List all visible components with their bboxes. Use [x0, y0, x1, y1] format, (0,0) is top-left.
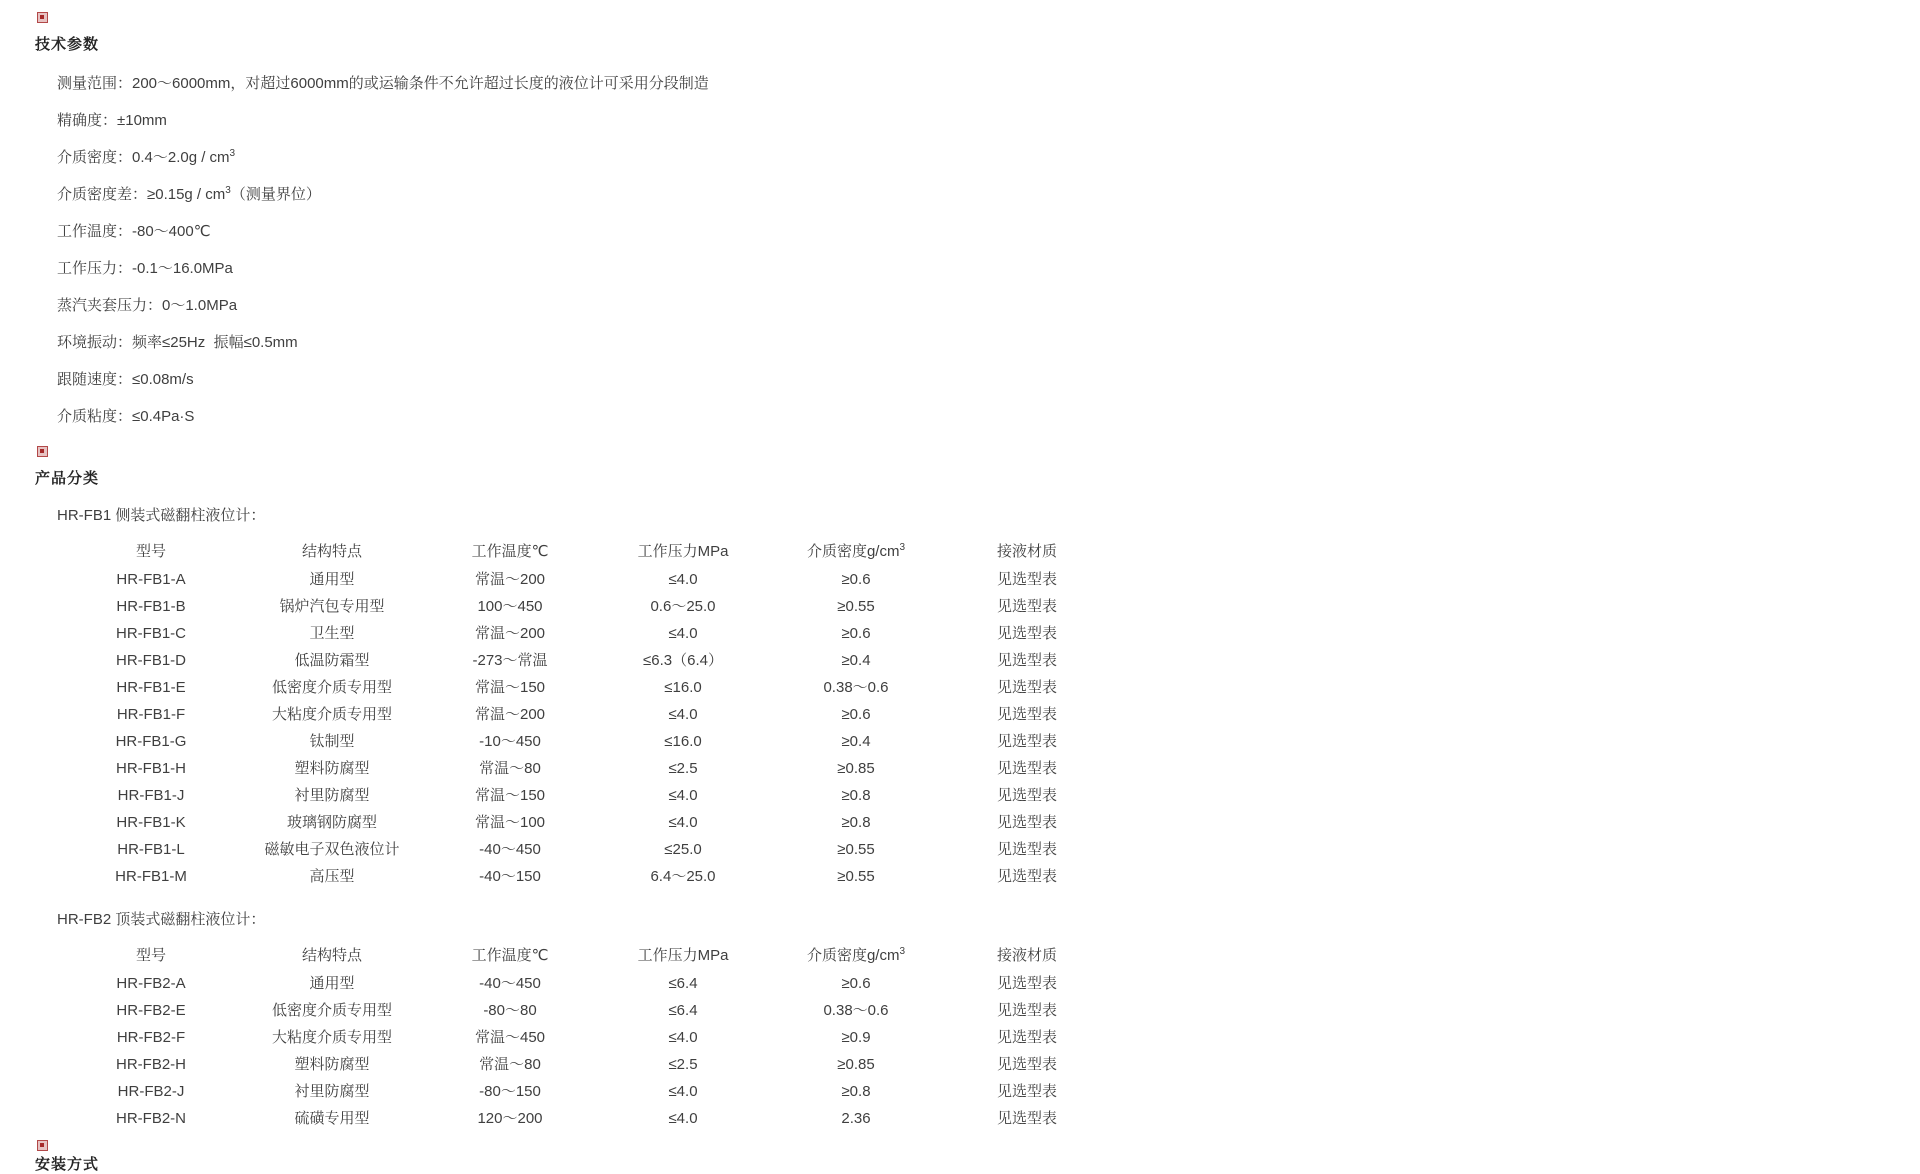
section-title-product-categories: 产品分类	[35, 470, 100, 487]
table-header-cell	[771, 540, 941, 564]
text: 测量范围：200～6000mm，对超过6000mm的或运输条件不允许超过长度的液位计可采用分段制造	[57, 75, 709, 92]
table-cell: ≥0.8	[841, 814, 871, 831]
table-header-row	[63, 540, 1920, 564]
hr-fb1-table	[63, 540, 1920, 890]
table-cell: ≤6.4	[668, 975, 698, 992]
table-cell: 见选型表	[996, 1002, 1057, 1019]
table-cell: ≤4.0	[668, 1083, 698, 1100]
table-cell: 低密度介质专用型	[271, 1002, 392, 1019]
table-cell: ≤4.0	[668, 1029, 698, 1046]
table-row	[63, 728, 1920, 755]
section-title-tech-params: 技术参数	[35, 36, 100, 53]
table-cell: HR-FB1-M	[115, 868, 187, 885]
table-cell: ≥0.9	[841, 1029, 871, 1046]
text: （测量界位）	[230, 186, 321, 203]
table-cell: 衬里防腐型	[294, 1083, 370, 1100]
text: 结构特点	[301, 947, 362, 964]
table-cell: ≤4.0	[668, 706, 698, 723]
table-cell: 100～450	[477, 598, 543, 615]
table-cell: 大粘度介质专用型	[271, 706, 392, 723]
table-cell: HR-FB2-H	[116, 1056, 186, 1073]
table-header-cell	[941, 944, 1113, 968]
table-cell: ≥0.6	[841, 975, 871, 992]
table-cell: 通用型	[309, 975, 355, 992]
table-cell: 常温～150	[474, 679, 546, 696]
table-cell: 120～200	[477, 1110, 543, 1127]
table-header-cell	[63, 540, 239, 564]
table-cell: 常温～200	[474, 571, 546, 588]
text: 蒸汽夹套压力：0～1.0MPa	[57, 297, 238, 314]
hr-fb2-table	[63, 944, 1920, 1132]
table-cell: 见选型表	[996, 571, 1057, 588]
superscript: 3	[225, 185, 231, 196]
text: 接液材质	[996, 947, 1057, 964]
text: 型号	[135, 947, 166, 964]
table-cell: ≥0.6	[841, 625, 871, 642]
table-row	[63, 1024, 1920, 1051]
text: 工作压力MPa	[637, 947, 729, 964]
text: 接液材质	[996, 543, 1057, 560]
table-cell: 常温～80	[479, 760, 541, 777]
spec-item	[57, 113, 1920, 129]
table-cell: HR-FB2-J	[117, 1083, 185, 1100]
table-cell: ≤2.5	[668, 760, 698, 777]
table-cell: HR-FB1-L	[117, 841, 185, 858]
table-cell: 0.38～0.6	[823, 679, 889, 696]
table-cell: 见选型表	[996, 652, 1057, 669]
table-row	[63, 863, 1920, 890]
table-cell: 见选型表	[996, 787, 1057, 804]
table-cell: 见选型表	[996, 760, 1057, 777]
table-cell: 见选型表	[996, 1056, 1057, 1073]
table-cell: 0.38～0.6	[823, 1002, 889, 1019]
table-cell: HR-FB1-E	[116, 679, 186, 696]
table-cell: HR-FB1-H	[116, 760, 186, 777]
table-cell: 见选型表	[996, 975, 1057, 992]
table-cell: ≤6.3（6.4）	[643, 652, 723, 669]
table-cell: 见选型表	[996, 1083, 1057, 1100]
table-cell: 卫生型	[309, 625, 355, 642]
table-cell: ≥0.55	[837, 868, 875, 885]
table-header-cell	[941, 540, 1113, 564]
table-header-cell	[595, 944, 771, 968]
text: 介质粘度：≤0.4Pa·S	[57, 408, 195, 425]
table-cell: -40～450	[479, 841, 541, 858]
table-row	[63, 1051, 1920, 1078]
table-cell: 常温～80	[479, 1056, 541, 1073]
table-header-cell	[595, 540, 771, 564]
table-cell: 磁敏电子双色液位计	[264, 841, 400, 858]
spec-item	[57, 298, 1920, 314]
table-cell: 玻璃钢防腐型	[286, 814, 377, 831]
table-header-cell	[771, 944, 941, 968]
table-cell: -273～常温	[472, 652, 548, 669]
spec-item	[57, 261, 1920, 277]
superscript: 3	[899, 542, 906, 553]
table-cell: 常温～450	[474, 1029, 546, 1046]
table-cell: ≥0.85	[837, 760, 875, 777]
spec-item	[57, 150, 1920, 166]
table-row	[63, 836, 1920, 863]
table-cell: ≤4.0	[668, 625, 698, 642]
table-cell: 塑料防腐型	[294, 1056, 370, 1073]
table-row	[63, 566, 1920, 593]
table-cell: 2.36	[841, 1110, 871, 1127]
table-cell: 见选型表	[996, 598, 1057, 615]
table-cell: ≤4.0	[668, 787, 698, 804]
table-cell: ≤16.0	[664, 679, 702, 696]
table-cell: 见选型表	[996, 679, 1057, 696]
table-cell: ≤6.4	[668, 1002, 698, 1019]
table-cell: ≥0.6	[841, 706, 871, 723]
table-cell: HR-FB1-F	[116, 706, 186, 723]
table-cell: 6.4～25.0	[650, 868, 716, 885]
table-row	[63, 782, 1920, 809]
table-cell: 高压型	[309, 868, 355, 885]
table-cell: ≤16.0	[664, 733, 702, 750]
table-row	[63, 701, 1920, 728]
text: 环境振动：频率≤25Hz 振幅≤0.5mm	[57, 334, 298, 351]
table-header-cell	[425, 540, 595, 564]
table-cell: 衬里防腐型	[294, 787, 370, 804]
table-cell: 见选型表	[996, 814, 1057, 831]
table-cell: 锅炉汽包专用型	[279, 598, 385, 615]
table-cell: HR-FB2-F	[116, 1029, 186, 1046]
text: 介质密度g/cm	[806, 543, 900, 560]
table-row	[63, 997, 1920, 1024]
table-cell: -80～80	[483, 1002, 537, 1019]
text: 工作温度：-80～400℃	[57, 223, 211, 240]
table-cell: 见选型表	[996, 1110, 1057, 1127]
table-row	[63, 674, 1920, 701]
table-cell: 见选型表	[996, 625, 1057, 642]
text: 工作压力：-0.1～16.0MPa	[57, 260, 233, 277]
table-cell: ≥0.4	[841, 733, 871, 750]
table-cell: 常温～200	[474, 706, 546, 723]
spec-item	[57, 335, 1920, 351]
text: 介质密度g/cm	[806, 947, 900, 964]
table-cell: 低密度介质专用型	[271, 679, 392, 696]
table-cell: 低温防霜型	[294, 652, 370, 669]
table-row	[63, 593, 1920, 620]
table-header-cell	[239, 540, 425, 564]
table-cell: HR-FB2-N	[116, 1110, 186, 1127]
table-row	[63, 755, 1920, 782]
table-cell: 常温～150	[474, 787, 546, 804]
table-cell: -80～150	[479, 1083, 541, 1100]
hr-fb1-table-title: HR-FB1 侧装式磁翻柱液位计：	[57, 507, 266, 524]
tech-params-list	[57, 76, 1920, 425]
text: 工作温度℃	[471, 947, 549, 964]
broken-image-icon	[37, 12, 48, 23]
table-cell: 见选型表	[996, 706, 1057, 723]
spec-item	[57, 372, 1920, 388]
spec-item	[57, 187, 1920, 203]
text: 型号	[135, 543, 166, 560]
table-header-cell	[425, 944, 595, 968]
table-row	[63, 620, 1920, 647]
text: 工作温度℃	[471, 543, 549, 560]
table-row	[63, 809, 1920, 836]
table-cell: ≥0.6	[841, 571, 871, 588]
table-cell: 塑料防腐型	[294, 760, 370, 777]
table-row	[63, 1078, 1920, 1105]
table-cell: 常温～200	[474, 625, 546, 642]
table-cell: 0.6～25.0	[650, 598, 716, 615]
table-cell: HR-FB1-A	[116, 571, 186, 588]
table-cell: HR-FB1-C	[116, 625, 186, 642]
table-cell: ≥0.8	[841, 787, 871, 804]
table-cell: HR-FB1-J	[117, 787, 185, 804]
text: 工作压力MPa	[637, 543, 729, 560]
table-cell: ≥0.85	[837, 1056, 875, 1073]
table-cell: 见选型表	[996, 733, 1057, 750]
superscript: 3	[229, 148, 236, 159]
table-cell: -10～450	[479, 733, 541, 750]
hr-fb2-table-title: HR-FB2 顶装式磁翻柱液位计：	[57, 911, 266, 928]
table-cell: ≤2.5	[668, 1056, 698, 1073]
table-row	[63, 1105, 1920, 1132]
spec-item	[57, 224, 1920, 240]
table-row	[63, 647, 1920, 674]
table-cell: ≤4.0	[668, 1110, 698, 1127]
table-cell: HR-FB1-B	[116, 598, 186, 615]
text: 介质密度：0.4～2.0g / cm	[57, 149, 230, 166]
table-cell: ≥0.4	[841, 652, 871, 669]
table-cell: 钛制型	[309, 733, 355, 750]
table-cell: HR-FB1-D	[116, 652, 186, 669]
table-header-cell	[63, 944, 239, 968]
table-row	[63, 970, 1920, 997]
table-cell: HR-FB2-E	[116, 1002, 186, 1019]
table-cell: 硫磺专用型	[294, 1110, 370, 1127]
table-cell: HR-FB1-G	[115, 733, 187, 750]
table-cell: -40～450	[479, 975, 541, 992]
spec-item	[57, 76, 1920, 92]
table-cell: ≤4.0	[668, 571, 698, 588]
table-cell: ≥0.55	[837, 598, 875, 615]
table-cell: 通用型	[309, 571, 355, 588]
broken-image-icon	[37, 446, 48, 457]
table-cell: 大粘度介质专用型	[271, 1029, 392, 1046]
table-cell: ≤4.0	[668, 814, 698, 831]
table-cell: ≥0.8	[841, 1083, 871, 1100]
table-cell: 见选型表	[996, 841, 1057, 858]
table-header-row	[63, 944, 1920, 968]
text: 精确度：±10mm	[57, 112, 167, 129]
superscript: 3	[899, 946, 906, 957]
table-header-cell	[239, 944, 425, 968]
section-title-installation: 安装方式	[35, 1156, 100, 1173]
table-cell: -40～150	[479, 868, 541, 885]
table-cell: 见选型表	[996, 868, 1057, 885]
table-cell: 见选型表	[996, 1029, 1057, 1046]
text: 跟随速度：≤0.08m/s	[57, 371, 194, 388]
table-cell: HR-FB1-K	[116, 814, 186, 831]
broken-image-icon	[37, 1140, 48, 1151]
table-cell: ≤25.0	[664, 841, 702, 858]
table-cell: 常温～100	[474, 814, 546, 831]
spec-item	[57, 409, 1920, 425]
text: 介质密度差：≥0.15g / cm	[57, 186, 226, 203]
text: 结构特点	[301, 543, 362, 560]
table-cell: ≥0.55	[837, 841, 875, 858]
table-cell: HR-FB2-A	[116, 975, 186, 992]
